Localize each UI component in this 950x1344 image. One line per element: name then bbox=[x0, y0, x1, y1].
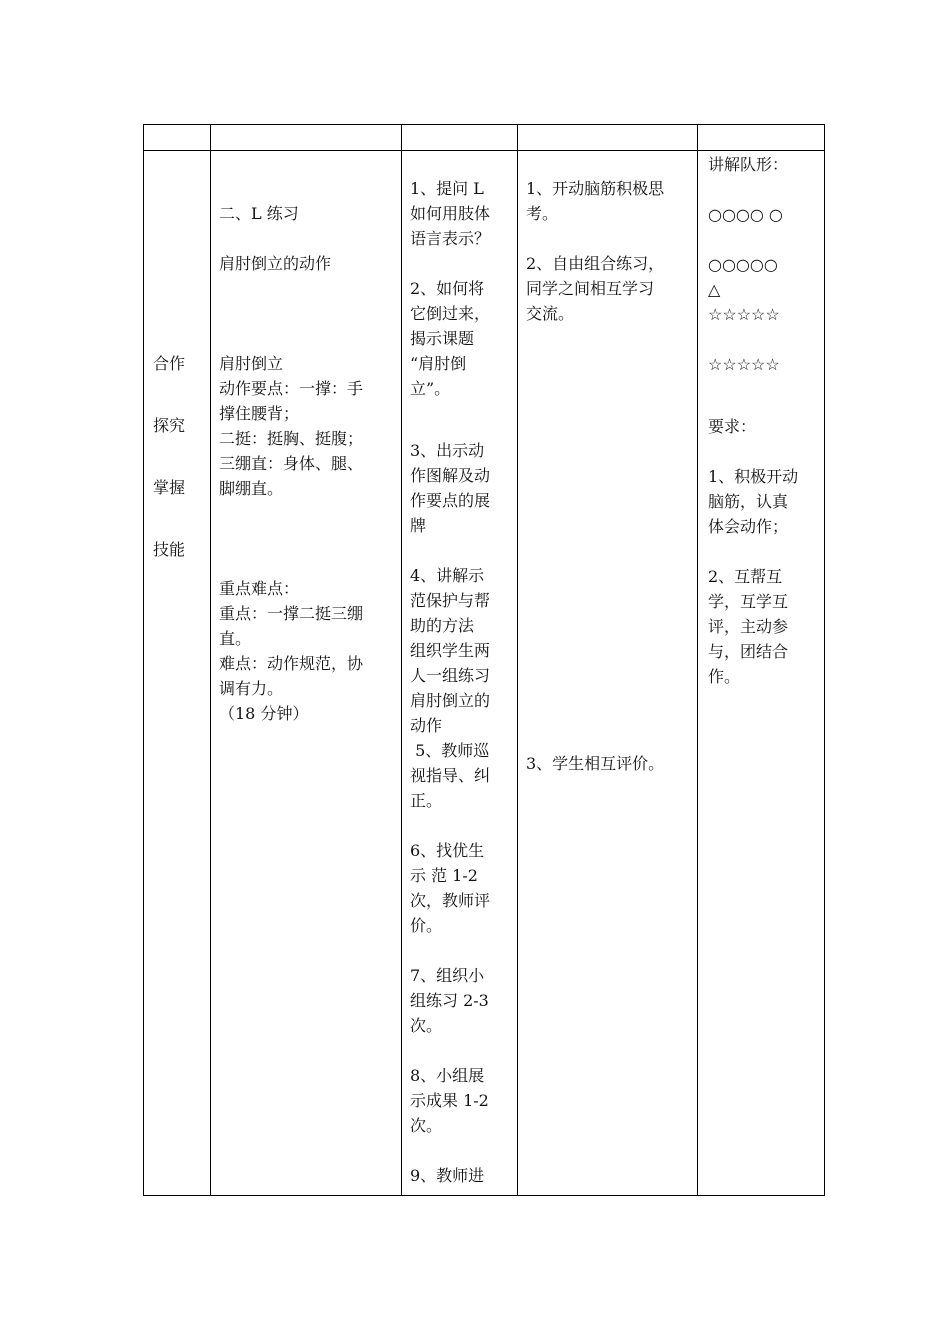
teacher-step-line: 视指导、纠 bbox=[410, 766, 491, 785]
formation-title: 讲解队形： bbox=[708, 155, 789, 174]
requirement-line: 学，互学互 bbox=[708, 592, 789, 611]
requirement-line: 1、积极开动 bbox=[708, 467, 799, 486]
phase-label-cell bbox=[153, 351, 203, 562]
key-points-cell bbox=[219, 576, 397, 726]
teacher-step-line: 次。 bbox=[410, 1016, 443, 1035]
content-title: 二、L 练习 bbox=[219, 204, 299, 223]
table-header-divider bbox=[143, 150, 825, 151]
teacher-step-line: 人一组练习 bbox=[410, 666, 491, 685]
table-column-divider-3 bbox=[517, 124, 518, 1196]
teacher-step-line: 次，教师评 bbox=[410, 891, 491, 910]
action-point-line: 三绷直：身体、腿、 bbox=[219, 454, 364, 473]
teacher-activities-cell bbox=[410, 176, 510, 1188]
student-step-line: 3、学生相互评价。 bbox=[526, 754, 665, 773]
teacher-step-line: 价。 bbox=[410, 916, 443, 935]
student-evaluation-cell bbox=[526, 751, 692, 776]
action-point-line: 二挺：挺胸、挺腹； bbox=[219, 429, 364, 448]
teacher-step-line: 9、教师进 bbox=[410, 1166, 485, 1185]
teacher-step-line: 示成果 1-2 bbox=[410, 1091, 489, 1110]
teacher-step-line: 1、提问 L bbox=[410, 179, 484, 198]
key-point-line: 直。 bbox=[219, 629, 252, 648]
key-point-line: 重点：一撑二挺三绷 bbox=[219, 604, 364, 623]
teacher-step-line: 次。 bbox=[410, 1116, 443, 1135]
requirement-line: 作。 bbox=[708, 667, 741, 686]
teacher-step-line: “肩肘倒 bbox=[410, 354, 467, 373]
table-border-left bbox=[143, 124, 144, 1196]
content-cell bbox=[219, 201, 397, 276]
teacher-step-line: 揭示课题 bbox=[410, 329, 475, 348]
teacher-step-line: 语言表示？ bbox=[410, 229, 491, 248]
teacher-step-line: 组织学生两 bbox=[410, 641, 491, 660]
organization-cell bbox=[708, 152, 820, 689]
student-step-line: 考。 bbox=[526, 204, 559, 223]
table-border-bottom bbox=[143, 1195, 825, 1196]
student-step-line: 2、自由组合练习， bbox=[526, 254, 665, 273]
teacher-step-line: 7、组织小 bbox=[410, 966, 485, 985]
teacher-step-line: 作要点的展 bbox=[410, 491, 491, 510]
content-subtitle: 肩肘倒立的动作 bbox=[219, 254, 332, 273]
key-point-line: 调有力。 bbox=[219, 679, 284, 698]
student-step-line: 交流。 bbox=[526, 304, 575, 323]
teacher-step-line: 6、找优生 bbox=[410, 841, 485, 860]
teacher-step-line: 动作 bbox=[410, 716, 443, 735]
formation-row: ○○○○○ bbox=[708, 255, 778, 274]
teacher-step-line: 范保护与帮 bbox=[410, 591, 491, 610]
requirement-line: 脑筋，认真 bbox=[708, 492, 789, 511]
table-border-right bbox=[824, 124, 825, 1196]
teacher-step-line: 2、如何将 bbox=[410, 279, 485, 298]
student-activities-cell bbox=[526, 176, 692, 326]
key-point-line: 重点难点： bbox=[219, 579, 300, 598]
student-step-line: 1、开动脑筋积极思 bbox=[526, 179, 665, 198]
teacher-step-line: 正。 bbox=[410, 791, 443, 810]
teacher-position-icon: △ bbox=[708, 280, 721, 299]
student-step-line: 同学之间相互学习 bbox=[526, 279, 655, 298]
action-point-line: 撑住腰背； bbox=[219, 404, 300, 423]
phase-label-line: 技能 bbox=[153, 540, 186, 559]
action-point-line: 脚绷直。 bbox=[219, 479, 284, 498]
duration-label: （18 分钟） bbox=[219, 704, 309, 723]
teacher-step-line: 3、出示动 bbox=[410, 441, 485, 460]
teacher-step-line: 示 范 1-2 bbox=[410, 866, 478, 885]
requirements-title: 要求： bbox=[708, 417, 757, 436]
teacher-step-line: 组练习 2-3 bbox=[410, 991, 489, 1010]
requirement-line: 2、互帮互 bbox=[708, 567, 783, 586]
teacher-step-line: 它倒过来， bbox=[410, 304, 491, 323]
teacher-step-line: 4、讲解示 bbox=[410, 566, 485, 585]
table-column-divider-2 bbox=[401, 124, 402, 1196]
requirement-line: 评，主动参 bbox=[708, 617, 789, 636]
requirement-line: 体会动作； bbox=[708, 517, 789, 536]
table-column-divider-4 bbox=[697, 124, 698, 1196]
teacher-step-line: 肩肘倒立的 bbox=[410, 691, 491, 710]
key-point-line: 难点：动作规范，协 bbox=[219, 654, 364, 673]
action-point-line: 动作要点：一撑：手 bbox=[219, 379, 364, 398]
requirement-line: 与，团结合 bbox=[708, 642, 789, 661]
formation-row: ☆☆☆☆☆ bbox=[708, 355, 780, 374]
table-border-top bbox=[143, 124, 825, 125]
teacher-step-line: 牌 bbox=[410, 516, 427, 535]
phase-label-line: 掌握 bbox=[153, 478, 186, 497]
formation-row: ○○○○ ○ bbox=[708, 205, 783, 224]
table-column-divider-1 bbox=[210, 124, 211, 1196]
phase-label-line: 探究 bbox=[153, 416, 186, 435]
phase-label-line: 合作 bbox=[153, 354, 186, 373]
teacher-step-line: 5、教师巡 bbox=[410, 741, 490, 760]
teacher-step-line: 8、小组展 bbox=[410, 1066, 485, 1085]
teacher-step-line: 立”。 bbox=[410, 379, 451, 398]
teacher-step-line: 助的方法 bbox=[410, 616, 475, 635]
action-points-cell bbox=[219, 351, 397, 501]
teacher-step-line: 作图解及动 bbox=[410, 466, 491, 485]
teacher-step-line: 如何用肢体 bbox=[410, 204, 491, 223]
formation-row: ☆☆☆☆☆ bbox=[708, 305, 780, 324]
section-name: 肩肘倒立 bbox=[219, 354, 284, 373]
